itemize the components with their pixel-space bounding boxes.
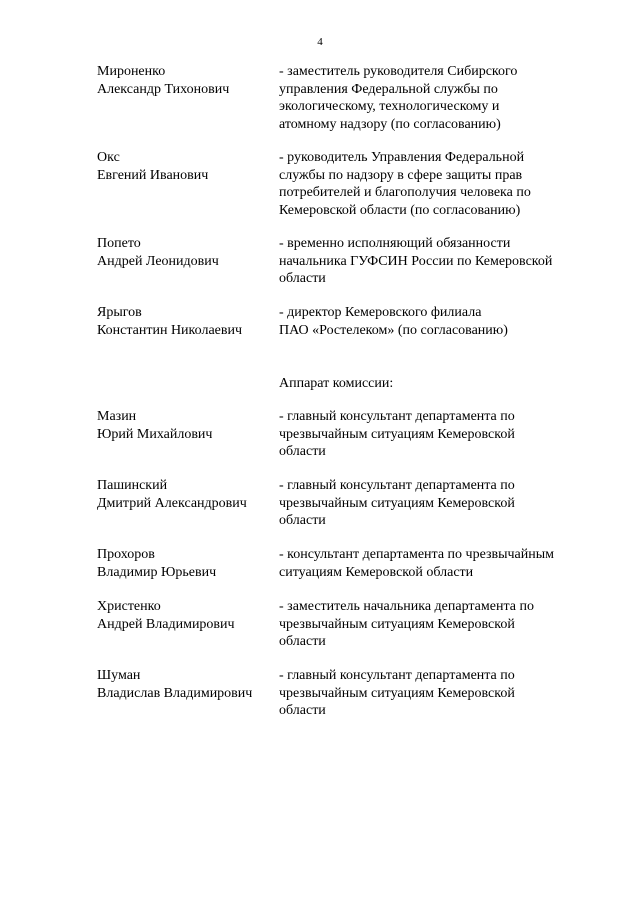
position-line: чрезвычайным ситуациям Кемеровской [279, 616, 515, 632]
member-position [279, 598, 594, 651]
member-surname: Мазин [97, 409, 137, 424]
member-given-name: Юрий Михайлович [97, 426, 213, 442]
member-given-name: Владимир Юрьевич [97, 564, 217, 580]
member-position [279, 149, 594, 219]
member-name [97, 408, 277, 443]
position-line: области [279, 703, 326, 718]
position-line: области [279, 444, 326, 459]
position-line: ПАО «Ростелеком» (по согласованию) [279, 322, 508, 338]
position-line: начальника ГУФСИН России по Кемеровской [279, 253, 553, 269]
member-name [97, 235, 277, 270]
member-given-name: Константин Николаевич [97, 322, 243, 338]
position-line: области [279, 271, 326, 286]
member-position [279, 304, 594, 339]
member-name [97, 546, 277, 581]
position-line: управления Федеральной службы по [279, 81, 498, 97]
member-given-name: Андрей Леонидович [97, 253, 219, 269]
position-line: атомному надзору (по согласованию) [279, 116, 501, 132]
member-position [279, 477, 594, 530]
member-given-name: Александр Тихонович [97, 81, 230, 97]
position-line: области [279, 513, 326, 528]
position-line: чрезвычайным ситуациям Кемеровской [279, 426, 515, 442]
position-line: - временно исполняющий обязанности [279, 236, 511, 251]
section-title: Аппарат комиссии: [279, 376, 394, 391]
member-given-name: Евгений Иванович [97, 167, 209, 183]
member-surname: Христенко [97, 599, 161, 614]
member-name [97, 598, 277, 633]
position-line: ситуациям Кемеровской области [279, 564, 474, 580]
position-line: чрезвычайным ситуациям Кемеровской [279, 685, 515, 701]
member-position [279, 235, 594, 288]
member-surname: Ярыгов [97, 305, 142, 320]
member-position [279, 667, 594, 720]
member-name [97, 149, 277, 184]
position-line: - консультант департамента по чрезвычайным [279, 547, 555, 562]
position-line: - главный консультант департамента по [279, 668, 515, 683]
member-name [97, 63, 277, 98]
member-given-name: Владислав Владимирович [97, 685, 253, 701]
page-number: 4 [317, 36, 323, 48]
member-name [97, 477, 277, 512]
member-surname: Мироненко [97, 64, 166, 79]
position-line: области [279, 634, 326, 649]
member-given-name: Андрей Владимирович [97, 616, 235, 632]
member-given-name: Дмитрий Александрович [97, 495, 247, 511]
position-line: - руководитель Управления Федеральной [279, 150, 525, 165]
member-position [279, 546, 594, 581]
position-line: чрезвычайным ситуациям Кемеровской [279, 495, 515, 511]
member-surname: Попето [97, 236, 141, 251]
member-name [97, 304, 277, 339]
member-name [97, 667, 277, 702]
member-surname: Окс [97, 150, 120, 165]
position-line: Кемеровской области (по согласованию) [279, 202, 521, 218]
position-line: экологическому, технологическому и [279, 99, 500, 114]
position-line: - директор Кемеровского филиала [279, 305, 482, 320]
position-line: потребителей и благополучия человека по [279, 185, 531, 200]
member-surname: Прохоров [97, 547, 155, 562]
position-line: - главный консультант департамента по [279, 409, 515, 424]
member-position [279, 63, 594, 133]
member-position [279, 408, 594, 461]
position-line: - заместитель начальника департамента по [279, 599, 534, 614]
position-line: - главный консультант департамента по [279, 478, 515, 493]
member-surname: Пашинский [97, 478, 168, 493]
position-line: службы по надзору в сфере защиты прав [279, 167, 523, 183]
position-line: - заместитель руководителя Сибирского [279, 64, 518, 79]
member-surname: Шуман [97, 668, 141, 683]
